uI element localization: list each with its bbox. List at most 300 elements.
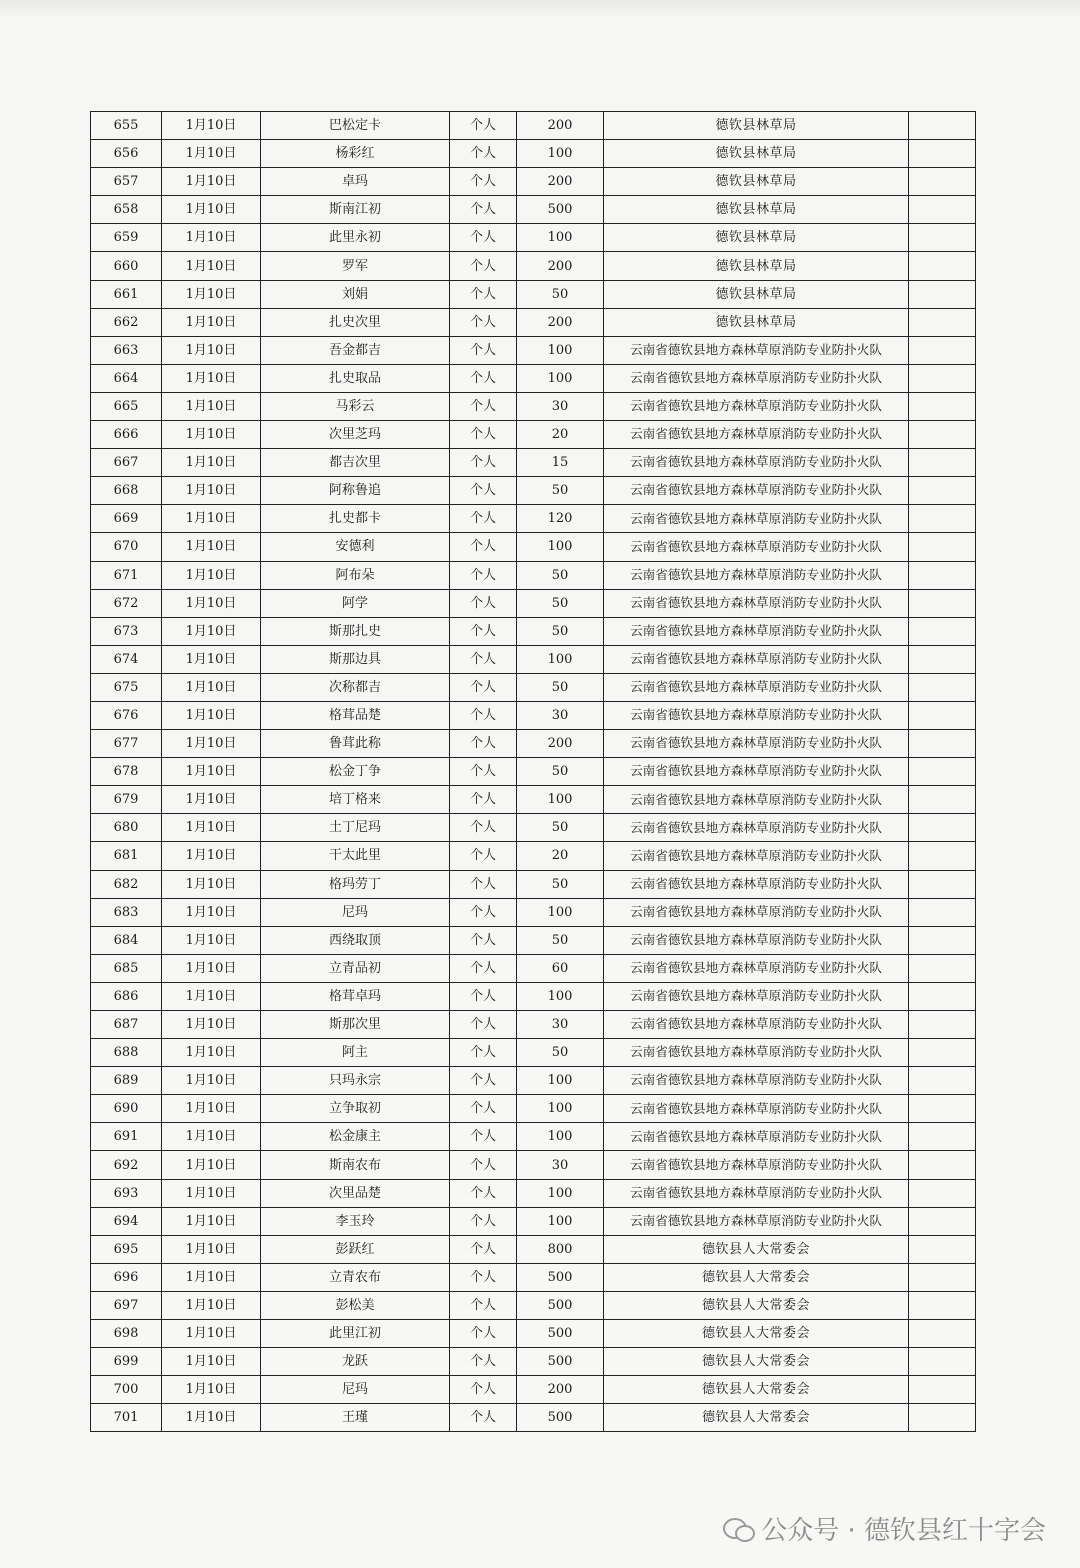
cell-number: 662	[91, 308, 162, 336]
cell-number: 680	[91, 814, 162, 842]
cell-date: 1月10日	[162, 1291, 261, 1319]
cell-donor-name: 次里芝玛	[261, 421, 450, 449]
cell-amount: 30	[517, 701, 604, 729]
table-row	[91, 1095, 976, 1123]
cell-number: 656	[91, 140, 162, 168]
cell-date: 1月10日	[162, 336, 261, 364]
cell-amount: 50	[517, 926, 604, 954]
cell-donor-name: 斯南江初	[261, 196, 450, 224]
cell-number: 675	[91, 673, 162, 701]
cell-amount: 500	[517, 1404, 604, 1432]
cell-number: 666	[91, 421, 162, 449]
cell-remarks	[909, 1123, 976, 1151]
cell-date: 1月10日	[162, 1348, 261, 1376]
table-row	[91, 982, 976, 1010]
cell-donor-name: 马彩云	[261, 392, 450, 420]
cell-number: 665	[91, 392, 162, 420]
cell-donor-name: 卓玛	[261, 168, 450, 196]
cell-work-unit: 德钦县林草局	[604, 280, 909, 308]
cell-amount: 500	[517, 196, 604, 224]
table-row	[91, 421, 976, 449]
cell-number: 664	[91, 364, 162, 392]
table-row	[91, 1376, 976, 1404]
cell-number: 696	[91, 1263, 162, 1291]
cell-donor-name: 次称都吉	[261, 673, 450, 701]
table-row	[91, 617, 976, 645]
table-row	[91, 224, 976, 252]
cell-amount: 800	[517, 1235, 604, 1263]
cell-donor-type: 个人	[450, 1263, 517, 1291]
cell-donor-type: 个人	[450, 1151, 517, 1179]
cell-donor-name: 龙跃	[261, 1348, 450, 1376]
cell-date: 1月10日	[162, 252, 261, 280]
cell-amount: 100	[517, 645, 604, 673]
cell-work-unit: 德钦县林草局	[604, 112, 909, 140]
cell-work-unit: 云南省德钦县地方森林草原消防专业防扑火队	[604, 786, 909, 814]
cell-donor-name: 彭跃红	[261, 1235, 450, 1263]
table-row	[91, 926, 976, 954]
cell-amount: 50	[517, 561, 604, 589]
cell-work-unit: 德钦县人大常委会	[604, 1348, 909, 1376]
cell-number: 690	[91, 1095, 162, 1123]
cell-date: 1月10日	[162, 505, 261, 533]
cell-donor-type: 个人	[450, 673, 517, 701]
cell-date: 1月10日	[162, 308, 261, 336]
cell-amount: 100	[517, 533, 604, 561]
cell-work-unit: 云南省德钦县地方森林草原消防专业防扑火队	[604, 954, 909, 982]
cell-donor-type: 个人	[450, 870, 517, 898]
cell-number: 661	[91, 280, 162, 308]
cell-work-unit: 云南省德钦县地方森林草原消防专业防扑火队	[604, 1207, 909, 1235]
cell-donor-name: 干太此里	[261, 842, 450, 870]
cell-amount: 15	[517, 449, 604, 477]
cell-work-unit: 云南省德钦县地方森林草原消防专业防扑火队	[604, 898, 909, 926]
cell-work-unit: 云南省德钦县地方森林草原消防专业防扑火队	[604, 701, 909, 729]
cell-donor-name: 鲁茸此称	[261, 730, 450, 758]
cell-remarks	[909, 505, 976, 533]
cell-number: 674	[91, 645, 162, 673]
cell-remarks	[909, 1320, 976, 1348]
cell-donor-type: 个人	[450, 1095, 517, 1123]
cell-amount: 100	[517, 1179, 604, 1207]
cell-donor-name: 斯那扎史	[261, 617, 450, 645]
cell-number: 695	[91, 1235, 162, 1263]
cell-number: 692	[91, 1151, 162, 1179]
cell-amount: 100	[517, 1123, 604, 1151]
cell-date: 1月10日	[162, 870, 261, 898]
cell-donor-type: 个人	[450, 1011, 517, 1039]
cell-number: 701	[91, 1404, 162, 1432]
cell-amount: 100	[517, 1095, 604, 1123]
cell-remarks	[909, 786, 976, 814]
cell-amount: 30	[517, 1151, 604, 1179]
cell-donor-name: 阿学	[261, 589, 450, 617]
cell-number: 693	[91, 1179, 162, 1207]
cell-work-unit: 德钦县人大常委会	[604, 1235, 909, 1263]
cell-amount: 200	[517, 730, 604, 758]
cell-donor-name: 此里永初	[261, 224, 450, 252]
table-row	[91, 758, 976, 786]
cell-amount: 200	[517, 168, 604, 196]
cell-donor-type: 个人	[450, 1067, 517, 1095]
cell-donor-type: 个人	[450, 336, 517, 364]
cell-work-unit: 德钦县林草局	[604, 168, 909, 196]
cell-remarks	[909, 1291, 976, 1319]
cell-donor-name: 次里品楚	[261, 1179, 450, 1207]
cell-number: 687	[91, 1011, 162, 1039]
cell-number: 672	[91, 589, 162, 617]
cell-number: 686	[91, 982, 162, 1010]
table-row	[91, 1123, 976, 1151]
table-row	[91, 112, 976, 140]
cell-work-unit: 云南省德钦县地方森林草原消防专业防扑火队	[604, 505, 909, 533]
cell-work-unit: 德钦县林草局	[604, 252, 909, 280]
cell-amount: 500	[517, 1263, 604, 1291]
table-row	[91, 1235, 976, 1263]
cell-date: 1月10日	[162, 758, 261, 786]
cell-date: 1月10日	[162, 392, 261, 420]
cell-date: 1月10日	[162, 701, 261, 729]
cell-remarks	[909, 926, 976, 954]
table-row	[91, 1039, 976, 1067]
cell-donor-name: 王瑾	[261, 1404, 450, 1432]
cell-amount: 50	[517, 477, 604, 505]
cell-amount: 100	[517, 898, 604, 926]
cell-donor-name: 安德利	[261, 533, 450, 561]
cell-amount: 200	[517, 252, 604, 280]
cell-work-unit: 德钦县林草局	[604, 140, 909, 168]
cell-donor-name: 土丁尼玛	[261, 814, 450, 842]
cell-donor-type: 个人	[450, 645, 517, 673]
table-row	[91, 308, 976, 336]
table-row	[91, 1067, 976, 1095]
cell-donor-name: 李玉玲	[261, 1207, 450, 1235]
cell-work-unit: 云南省德钦县地方森林草原消防专业防扑火队	[604, 926, 909, 954]
cell-work-unit: 云南省德钦县地方森林草原消防专业防扑火队	[604, 449, 909, 477]
table-row	[91, 1207, 976, 1235]
cell-date: 1月10日	[162, 926, 261, 954]
cell-number: 655	[91, 112, 162, 140]
cell-number: 684	[91, 926, 162, 954]
cell-work-unit: 云南省德钦县地方森林草原消防专业防扑火队	[604, 364, 909, 392]
cell-number: 694	[91, 1207, 162, 1235]
cell-donor-name: 阿布朵	[261, 561, 450, 589]
cell-remarks	[909, 1039, 976, 1067]
cell-amount: 50	[517, 589, 604, 617]
cell-date: 1月10日	[162, 1207, 261, 1235]
cell-date: 1月10日	[162, 1404, 261, 1432]
cell-donor-type: 个人	[450, 1376, 517, 1404]
cell-date: 1月10日	[162, 280, 261, 308]
cell-donor-name: 巴松定卡	[261, 112, 450, 140]
cell-donor-type: 个人	[450, 252, 517, 280]
cell-number: 677	[91, 730, 162, 758]
cell-donor-name: 格茸品楚	[261, 701, 450, 729]
cell-remarks	[909, 589, 976, 617]
cell-number: 699	[91, 1348, 162, 1376]
cell-number: 682	[91, 870, 162, 898]
cell-date: 1月10日	[162, 477, 261, 505]
cell-amount: 20	[517, 421, 604, 449]
cell-work-unit: 云南省德钦县地方森林草原消防专业防扑火队	[604, 982, 909, 1010]
cell-work-unit: 云南省德钦县地方森林草原消防专业防扑火队	[604, 730, 909, 758]
cell-remarks	[909, 449, 976, 477]
cell-remarks	[909, 814, 976, 842]
table-row	[91, 842, 976, 870]
cell-work-unit: 云南省德钦县地方森林草原消防专业防扑火队	[604, 589, 909, 617]
cell-donor-name: 杨彩红	[261, 140, 450, 168]
cell-remarks	[909, 252, 976, 280]
cell-donor-name: 阿称鲁追	[261, 477, 450, 505]
table-row	[91, 1291, 976, 1319]
cell-donor-type: 个人	[450, 1039, 517, 1067]
cell-remarks	[909, 280, 976, 308]
cell-work-unit: 德钦县林草局	[604, 224, 909, 252]
cell-date: 1月10日	[162, 842, 261, 870]
table-row	[91, 449, 976, 477]
cell-donor-name: 格茸卓玛	[261, 982, 450, 1010]
cell-donor-type: 个人	[450, 280, 517, 308]
cell-donor-name: 尼玛	[261, 898, 450, 926]
cell-donor-name: 斯南农布	[261, 1151, 450, 1179]
cell-number: 681	[91, 842, 162, 870]
cell-date: 1月10日	[162, 1263, 261, 1291]
cell-work-unit: 云南省德钦县地方森林草原消防专业防扑火队	[604, 1179, 909, 1207]
table-row	[91, 870, 976, 898]
cell-number: 663	[91, 336, 162, 364]
cell-date: 1月10日	[162, 1320, 261, 1348]
cell-date: 1月10日	[162, 954, 261, 982]
cell-donor-type: 个人	[450, 1404, 517, 1432]
cell-date: 1月10日	[162, 224, 261, 252]
cell-number: 658	[91, 196, 162, 224]
cell-work-unit: 云南省德钦县地方森林草原消防专业防扑火队	[604, 758, 909, 786]
cell-donor-name: 立青农布	[261, 1263, 450, 1291]
cell-number: 676	[91, 701, 162, 729]
cell-amount: 50	[517, 870, 604, 898]
cell-remarks	[909, 1263, 976, 1291]
watermark-text: 公众号 · 德钦县红十字会	[761, 1516, 1046, 1546]
cell-remarks	[909, 1348, 976, 1376]
cell-donor-type: 个人	[450, 392, 517, 420]
cell-work-unit: 云南省德钦县地方森林草原消防专业防扑火队	[604, 421, 909, 449]
cell-donor-type: 个人	[450, 1348, 517, 1376]
table-row	[91, 814, 976, 842]
cell-donor-type: 个人	[450, 1320, 517, 1348]
cell-amount: 50	[517, 1039, 604, 1067]
cell-work-unit: 云南省德钦县地方森林草原消防专业防扑火队	[604, 1067, 909, 1095]
cell-number: 685	[91, 954, 162, 982]
cell-number: 671	[91, 561, 162, 589]
cell-donor-type: 个人	[450, 449, 517, 477]
cell-donor-name: 立青品初	[261, 954, 450, 982]
cell-donor-type: 个人	[450, 1123, 517, 1151]
cell-donor-name: 吾金都吉	[261, 336, 450, 364]
cell-date: 1月10日	[162, 786, 261, 814]
cell-donor-type: 个人	[450, 617, 517, 645]
cell-date: 1月10日	[162, 421, 261, 449]
table-row	[91, 336, 976, 364]
cell-donor-type: 个人	[450, 477, 517, 505]
cell-date: 1月10日	[162, 364, 261, 392]
cell-work-unit: 德钦县人大常委会	[604, 1320, 909, 1348]
cell-donor-type: 个人	[450, 701, 517, 729]
cell-work-unit: 云南省德钦县地方森林草原消防专业防扑火队	[604, 814, 909, 842]
cell-number: 683	[91, 898, 162, 926]
cell-donor-name: 斯那边具	[261, 645, 450, 673]
cell-amount: 100	[517, 786, 604, 814]
cell-date: 1月10日	[162, 898, 261, 926]
cell-amount: 30	[517, 392, 604, 420]
cell-donor-name: 都吉次里	[261, 449, 450, 477]
cell-donor-type: 个人	[450, 196, 517, 224]
cell-remarks	[909, 224, 976, 252]
cell-amount: 500	[517, 1291, 604, 1319]
cell-donor-name: 刘娟	[261, 280, 450, 308]
cell-work-unit: 德钦县人大常委会	[604, 1291, 909, 1319]
cell-remarks	[909, 477, 976, 505]
cell-donor-type: 个人	[450, 758, 517, 786]
cell-remarks	[909, 1404, 976, 1432]
cell-date: 1月10日	[162, 1179, 261, 1207]
cell-date: 1月10日	[162, 617, 261, 645]
cell-donor-type: 个人	[450, 308, 517, 336]
table-row	[91, 1151, 976, 1179]
donation-table	[90, 111, 976, 1432]
cell-amount: 100	[517, 1067, 604, 1095]
cell-remarks	[909, 392, 976, 420]
table-row	[91, 168, 976, 196]
cell-remarks	[909, 758, 976, 786]
cell-amount: 100	[517, 336, 604, 364]
cell-date: 1月10日	[162, 196, 261, 224]
cell-work-unit: 云南省德钦县地方森林草原消防专业防扑火队	[604, 533, 909, 561]
cell-date: 1月10日	[162, 673, 261, 701]
cell-donor-name: 尼玛	[261, 1376, 450, 1404]
cell-work-unit: 云南省德钦县地方森林草原消防专业防扑火队	[604, 645, 909, 673]
cell-donor-name: 西绕取顶	[261, 926, 450, 954]
table-row	[91, 252, 976, 280]
cell-donor-type: 个人	[450, 561, 517, 589]
cell-date: 1月10日	[162, 589, 261, 617]
cell-number: 698	[91, 1320, 162, 1348]
cell-date: 1月10日	[162, 814, 261, 842]
cell-donor-type: 个人	[450, 1235, 517, 1263]
table-row	[91, 1404, 976, 1432]
cell-amount: 100	[517, 1207, 604, 1235]
cell-date: 1月10日	[162, 1067, 261, 1095]
cell-donor-name: 松金康主	[261, 1123, 450, 1151]
cell-amount: 50	[517, 280, 604, 308]
cell-number: 668	[91, 477, 162, 505]
cell-remarks	[909, 533, 976, 561]
cell-donor-type: 个人	[450, 842, 517, 870]
cell-donor-type: 个人	[450, 926, 517, 954]
cell-date: 1月10日	[162, 1011, 261, 1039]
cell-work-unit: 云南省德钦县地方森林草原消防专业防扑火队	[604, 673, 909, 701]
donation-table-body	[91, 112, 976, 1432]
cell-amount: 200	[517, 308, 604, 336]
cell-donor-name: 松金丁争	[261, 758, 450, 786]
cell-date: 1月10日	[162, 140, 261, 168]
cell-donor-type: 个人	[450, 112, 517, 140]
cell-remarks	[909, 1207, 976, 1235]
table-row	[91, 673, 976, 701]
cell-amount: 30	[517, 1011, 604, 1039]
cell-work-unit: 云南省德钦县地方森林草原消防专业防扑火队	[604, 617, 909, 645]
cell-donor-name: 只玛永宗	[261, 1067, 450, 1095]
cell-remarks	[909, 112, 976, 140]
cell-date: 1月10日	[162, 645, 261, 673]
cell-remarks	[909, 308, 976, 336]
cell-work-unit: 云南省德钦县地方森林草原消防专业防扑火队	[604, 1039, 909, 1067]
cell-donor-type: 个人	[450, 982, 517, 1010]
cell-number: 688	[91, 1039, 162, 1067]
cell-donor-name: 此里江初	[261, 1320, 450, 1348]
cell-remarks	[909, 1095, 976, 1123]
table-row	[91, 140, 976, 168]
cell-donor-type: 个人	[450, 364, 517, 392]
wechat-watermark	[723, 1510, 1046, 1547]
cell-date: 1月10日	[162, 1095, 261, 1123]
cell-remarks	[909, 364, 976, 392]
cell-work-unit: 云南省德钦县地方森林草原消防专业防扑火队	[604, 1011, 909, 1039]
cell-work-unit: 德钦县人大常委会	[604, 1263, 909, 1291]
cell-donor-name: 斯那次里	[261, 1011, 450, 1039]
cell-donor-type: 个人	[450, 421, 517, 449]
cell-work-unit: 云南省德钦县地方森林草原消防专业防扑火队	[604, 870, 909, 898]
cell-remarks	[909, 1376, 976, 1404]
cell-number: 657	[91, 168, 162, 196]
cell-remarks	[909, 1235, 976, 1263]
cell-donor-name: 扎史次里	[261, 308, 450, 336]
cell-remarks	[909, 842, 976, 870]
cell-remarks	[909, 617, 976, 645]
cell-number: 660	[91, 252, 162, 280]
cell-donor-type: 个人	[450, 1179, 517, 1207]
cell-date: 1月10日	[162, 112, 261, 140]
cell-work-unit: 云南省德钦县地方森林草原消防专业防扑火队	[604, 336, 909, 364]
cell-donor-name: 培丁格来	[261, 786, 450, 814]
cell-date: 1月10日	[162, 1376, 261, 1404]
cell-remarks	[909, 898, 976, 926]
cell-amount: 500	[517, 1348, 604, 1376]
cell-date: 1月10日	[162, 449, 261, 477]
table-row	[91, 196, 976, 224]
cell-remarks	[909, 336, 976, 364]
cell-number: 669	[91, 505, 162, 533]
cell-date: 1月10日	[162, 1151, 261, 1179]
table-row	[91, 477, 976, 505]
cell-amount: 500	[517, 1320, 604, 1348]
cell-date: 1月10日	[162, 982, 261, 1010]
cell-work-unit: 德钦县林草局	[604, 308, 909, 336]
cell-work-unit: 云南省德钦县地方森林草原消防专业防扑火队	[604, 561, 909, 589]
cell-date: 1月10日	[162, 168, 261, 196]
cell-amount: 50	[517, 617, 604, 645]
cell-date: 1月10日	[162, 1123, 261, 1151]
cell-amount: 60	[517, 954, 604, 982]
cell-donor-type: 个人	[450, 786, 517, 814]
cell-amount: 120	[517, 505, 604, 533]
table-row	[91, 561, 976, 589]
cell-date: 1月10日	[162, 561, 261, 589]
cell-number: 670	[91, 533, 162, 561]
cell-remarks	[909, 673, 976, 701]
cell-number: 689	[91, 1067, 162, 1095]
table-row	[91, 1011, 976, 1039]
table-row	[91, 364, 976, 392]
